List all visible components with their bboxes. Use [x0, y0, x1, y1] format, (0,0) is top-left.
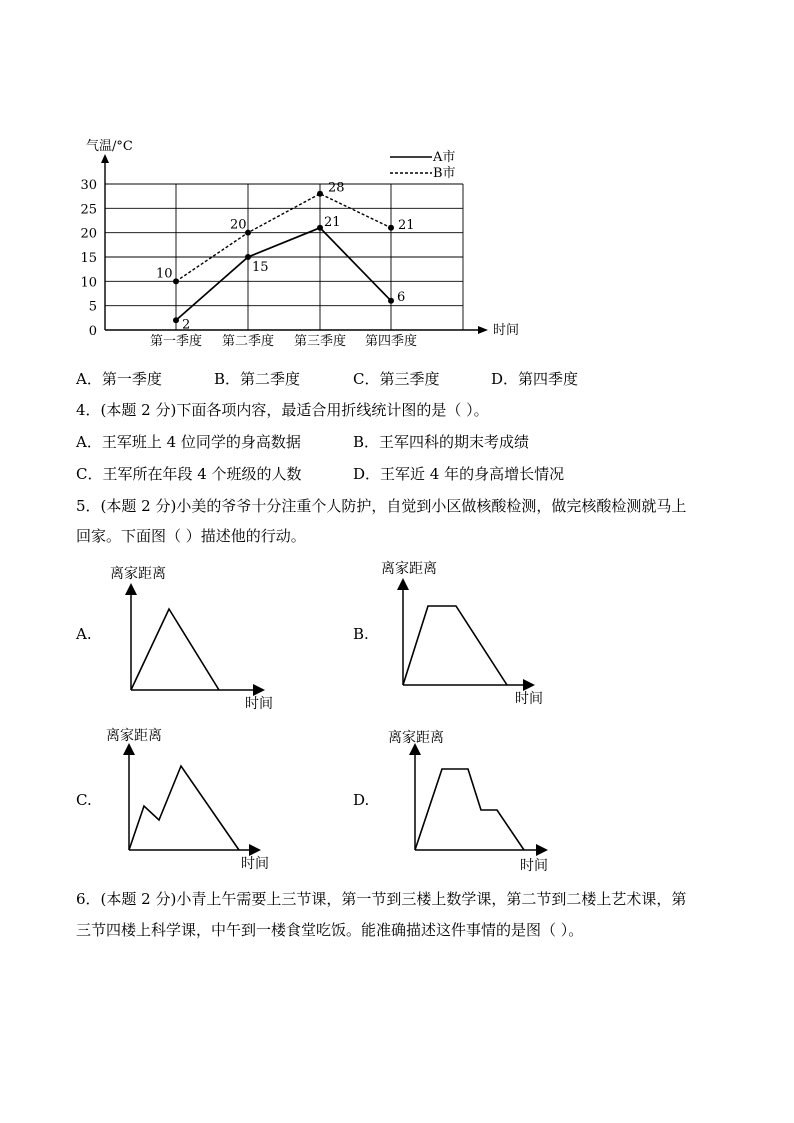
q3-option-c: C．第三季度 — [353, 370, 440, 388]
q4-option-a: A．王军班上 4 位同学的身高数据 — [76, 433, 301, 451]
chart-x-axis-arrow — [478, 326, 488, 334]
q4-option-b: B．王军四科的期末考成绩 — [353, 433, 530, 451]
graph-a-path — [131, 609, 219, 690]
graph-b-y-label: 离家距离 — [381, 561, 437, 577]
q6-stem-line2: 三节四楼上科学课，中午到一楼食堂吃饭。能准确描述这件事情的是图（ ）。 — [76, 921, 584, 939]
graph-d-x-label: 时间 — [520, 858, 548, 874]
series-line-a — [176, 228, 391, 320]
x-category-label-1: 第二季度 — [221, 334, 275, 349]
data-label-a-2: 21 — [324, 214, 341, 230]
y-tick-label-10: 10 — [80, 275, 97, 291]
q3-option-b: B．第二季度 — [214, 370, 301, 388]
data-label-a-3: 6 — [397, 289, 406, 305]
graph-d-path — [415, 769, 524, 850]
graph-c-x-label: 时间 — [241, 856, 269, 872]
series-point-a-2 — [317, 225, 323, 231]
graph-d-letter: D. — [353, 791, 370, 809]
graph-d-y-label: 离家距离 — [388, 730, 444, 746]
series-point-a-1 — [245, 254, 251, 260]
y-tick-label-15: 15 — [80, 251, 97, 266]
series-point-b-0 — [173, 278, 179, 284]
legend-label-b: B市 — [433, 166, 456, 181]
series-point-b-3 — [388, 225, 394, 231]
x-category-label-0: 第一季度 — [149, 334, 203, 349]
legend-label-a: A市 — [433, 150, 456, 165]
series-point-b-2 — [317, 191, 323, 197]
q4-option-c: C．王军所在年段 4 个班级的人数 — [76, 465, 302, 483]
chart-y-axis-label: 气温/°C — [86, 139, 133, 154]
y-tick-label-30: 30 — [80, 178, 97, 193]
q3-option-d: D．第四季度 — [491, 370, 579, 388]
data-label-b-0: 10 — [156, 266, 173, 282]
data-label-b-1: 20 — [230, 217, 247, 233]
q5-stem-line1: 5．(本题 2 分)小美的爷爷十分注重个人防护，自觉到小区做核酸检测，做完核酸检测就马上 — [76, 497, 687, 515]
graph-c-path — [129, 766, 239, 850]
graph-c-letter: C. — [76, 791, 92, 809]
series-point-a-3 — [388, 298, 394, 304]
graph-a-x-label: 时间 — [245, 696, 273, 712]
data-label-b-2: 28 — [328, 180, 345, 196]
graph-b-letter: B. — [353, 625, 369, 643]
graph-a-y-label: 离家距离 — [110, 566, 166, 582]
y-tick-label-0: 0 — [88, 324, 97, 339]
chart-x-axis-label: 时间 — [493, 323, 520, 338]
y-tick-label-25: 25 — [80, 202, 97, 218]
data-label-a-0: 2 — [182, 317, 191, 333]
graph-b — [372, 555, 572, 715]
data-label-b-3: 21 — [398, 217, 415, 233]
y-tick-label-5: 5 — [88, 299, 97, 315]
graph-b-path — [403, 606, 507, 685]
graph-a-letter: A. — [76, 625, 92, 643]
graph-c-y-label: 离家距离 — [106, 728, 162, 744]
chart-y-axis-arrow — [101, 154, 109, 163]
y-tick-label-20: 20 — [80, 226, 97, 242]
graph-d — [385, 724, 585, 884]
graph-a — [100, 560, 300, 720]
q3-option-a: A．第一季度 — [76, 370, 162, 388]
q5-stem-line2: 回家。下面图（ ）描述他的行动。 — [76, 527, 306, 545]
series-point-a-0 — [173, 317, 179, 323]
x-category-label-2: 第三季度 — [293, 334, 347, 349]
q4-option-d: D．王军近 4 年的身高增长情况 — [353, 465, 565, 483]
x-category-label-3: 第四季度 — [364, 334, 418, 349]
graph-b-x-label: 时间 — [515, 691, 543, 707]
temperature-line-chart — [0, 0, 794, 360]
graph-c — [100, 722, 300, 882]
q4-stem: 4．(本题 2 分)下面各项内容，最适合用折线统计图的是（ ）。 — [76, 401, 489, 419]
q6-stem-line1: 6．(本题 2 分)小青上午需要上三节课，第一节到三楼上数学课，第二节到二楼上艺术课，第 — [76, 890, 687, 908]
data-label-a-1: 15 — [252, 260, 269, 275]
